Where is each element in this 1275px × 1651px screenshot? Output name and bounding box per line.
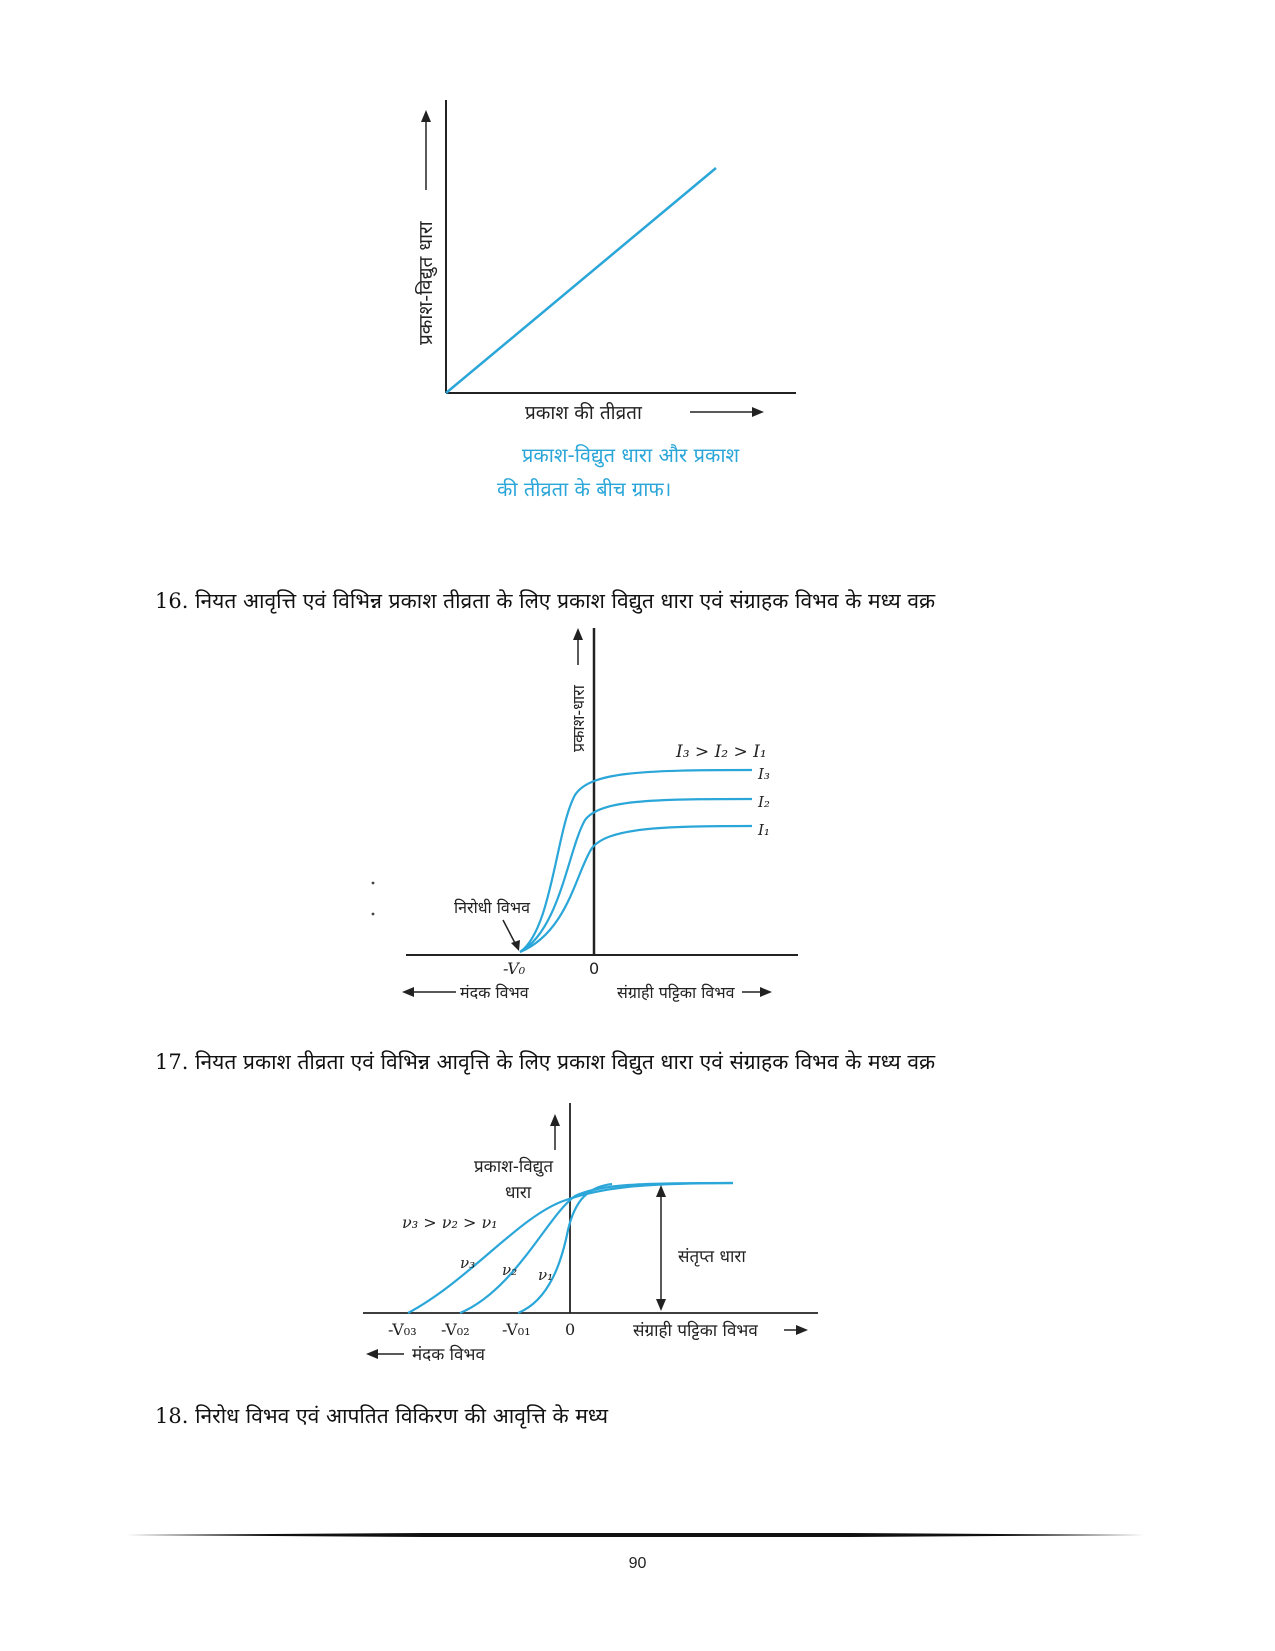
fig2-tick-zero: 0 — [589, 959, 600, 978]
fig3-saturation-arrowhead-bottom — [656, 1299, 666, 1311]
fig1-caption-line2: की तीव्रता के बीच ग्राफ। — [497, 477, 672, 501]
section16-heading: 16. नियत आवृत्ति एवं विभिन्न प्रकाश तीव्रता के लिए प्रकाश विद्युत धारा एवं संग्राहक विभव के मध्य वक्र — [155, 589, 936, 613]
section18-heading: 18. निरोध विभव एवं आपतित विकिरण की आवृत्ति के मध्य — [155, 1404, 608, 1428]
fig3-y-label-line2: धारा — [505, 1183, 532, 1203]
fig3-y-label-line1: प्रकाश-विद्युत — [474, 1157, 554, 1177]
fig3-left-arrowhead — [366, 1349, 378, 1359]
fig1-y-axis-label: प्रकाश-विद्युत धारा — [415, 221, 437, 345]
fig2-right-axis-label: संग्राही पट्टिका विभव — [617, 983, 735, 1002]
fig2-label-i2: I₂ — [758, 793, 770, 811]
fig3-tick-zero: 0 — [565, 1320, 576, 1339]
fig3-saturation-label: संतृप्त धारा — [678, 1247, 746, 1267]
fig3-right-arrowhead — [796, 1325, 808, 1335]
page-number: 90 — [628, 1555, 647, 1572]
fig3-y-arrowhead — [550, 1114, 560, 1126]
fig2-label-i3: I₃ — [758, 765, 770, 783]
fig2-label-i1: I₁ — [758, 821, 770, 839]
fig1-x-axis-label: प्रकाश की तीव्रता — [525, 402, 642, 424]
footer-rule — [125, 1532, 1150, 1538]
fig3-label-nu1: ν₁ — [538, 1266, 554, 1284]
fig3-relation-label: ν₃ > ν₂ > ν₁ — [402, 1213, 498, 1232]
fig3-right-axis-label: संग्राही पट्टिका विभव — [633, 1321, 758, 1341]
fig3-tick-v03: -V₀₃ — [388, 1320, 417, 1339]
fig3-tick-v02: -V₀₂ — [441, 1320, 470, 1339]
fig2-y-axis-label: प्रकाश-धारा — [569, 685, 588, 752]
fig1-caption-line1: प्रकाश-विद्युत धारा और प्रकाश — [522, 443, 740, 467]
fig3-left-axis-label: मंदक विभव — [412, 1345, 485, 1365]
fig3-saturation-arrowhead-top — [656, 1185, 666, 1197]
section17-heading: 17. नियत प्रकाश तीव्रता एवं विभिन्न आवृत्ति के लिए प्रकाश विद्युत धारा एवं संग्राहक विभव के मध्य वक्र — [155, 1050, 936, 1074]
fig2-left-axis-label: मंदक विभव — [460, 983, 529, 1002]
fig2-tick-minus-v0: -V₀ — [503, 959, 526, 978]
fig2-stopping-potential-label: निरोधी विभव — [454, 898, 530, 917]
fig3-tick-v01: -V₀₁ — [502, 1320, 531, 1339]
fig2-relation-label: I₃ > I₂ > I₁ — [676, 742, 767, 762]
fig3-label-nu2: ν₂ — [502, 1261, 518, 1279]
fig3-label-nu3: ν₃ — [460, 1254, 476, 1272]
